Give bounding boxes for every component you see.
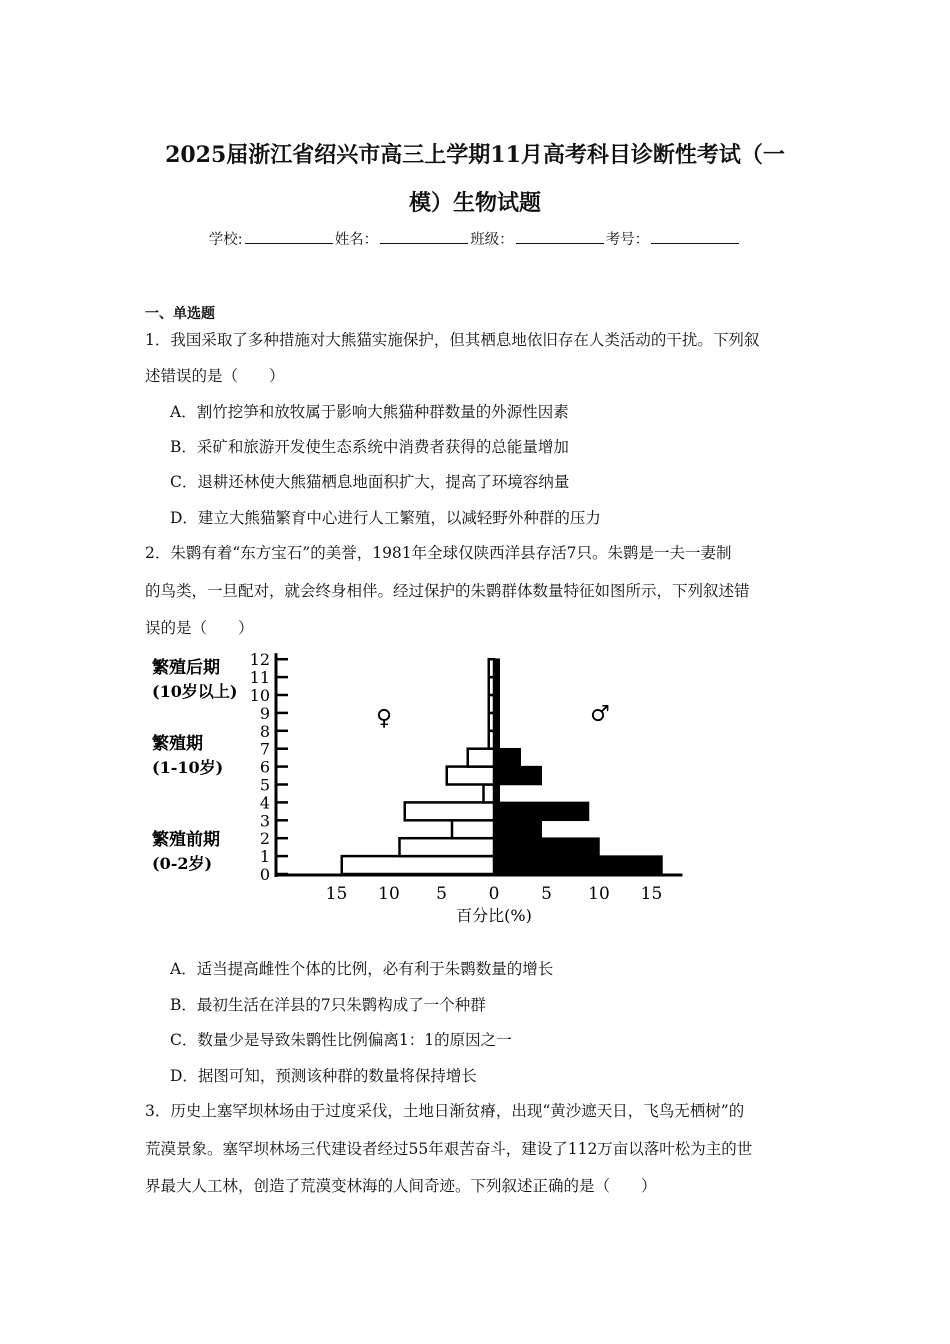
question-2-option-d[interactable]: D．据图可知，预测该种群的数量将保持增长 (170, 1067, 477, 1085)
female-bar-age-11 (489, 659, 494, 677)
question-1-option-b[interactable]: B．采矿和旅游开发使生态系统中消费者获得的总能量增加 (170, 438, 569, 456)
chart-bars (342, 659, 662, 874)
x-tick-label-1: 10 (378, 884, 400, 904)
female-bar-age-3 (405, 802, 494, 820)
question-3-line-2: 荒漠景象。塞罕坝林场三代建设者经过55年艰苦奋斗，建设了112万亩以落叶松为主的世 (145, 1140, 753, 1158)
x-tick-label-3: 0 (488, 884, 500, 904)
question-1-option-c[interactable]: C．退耕还林使大熊猫栖息地面积扩大，提高了环境容纳量 (170, 473, 570, 491)
student-info-row (150, 228, 800, 249)
female-bar-age-7 (489, 731, 494, 749)
male-symbol: ♂ (590, 702, 610, 727)
y-tick-label-10: 10 (249, 686, 270, 705)
male-bar-age-5 (494, 767, 541, 785)
male-bar-age-6 (494, 749, 520, 767)
female-bar-age-6 (468, 749, 494, 767)
female-bar-age-5 (447, 767, 494, 785)
y-tick-label-12: 12 (249, 650, 270, 670)
y-tick-label-4: 4 (259, 793, 270, 813)
y-tick-label-7: 7 (259, 739, 270, 759)
male-bar-age-0 (494, 856, 662, 874)
y-tick-label-5: 5 (259, 775, 270, 795)
age-group-label-reproductive: 繁殖期 (152, 734, 203, 754)
age-pyramid-chart (148, 645, 708, 935)
male-bar-age-9 (494, 695, 499, 713)
question-2-line-1: 2．朱鹮有着“东方宝石”的美誉，1981年全球仅陕西洋县存活7只。朱鹮是一夫一妻制 (145, 544, 732, 562)
female-bar-age-4 (484, 785, 495, 803)
age-group-range-post: (10岁以上) (152, 682, 238, 701)
exam-number-label: 考号： (605, 232, 650, 248)
question-2-line-2: 的鸟类，一旦配对，就会终身相伴。经过保护的朱鹮群体数量特征如图所示，下列叙述错 (145, 582, 750, 600)
male-bar-age-2 (494, 820, 541, 838)
name-label: 姓名： (334, 232, 379, 248)
section-heading: 一、单选题 (145, 306, 215, 322)
age-group-range-pre: (0-2岁) (152, 854, 213, 873)
female-bar-age-1 (400, 838, 495, 856)
x-tick-label-5: 10 (588, 884, 610, 904)
question-3-line-1: 3．历史上塞罕坝林场由于过度采伐，土地日渐贫瘠，出现“黄沙遮天日，飞鸟无栖树”的 (145, 1102, 745, 1120)
male-bar-age-4 (494, 785, 499, 803)
female-bar-age-10 (489, 677, 494, 695)
age-group-label-pre: 繁殖前期 (152, 830, 220, 850)
x-tick-label-0: 15 (325, 884, 348, 904)
age-group-label-post: 繁殖后期 (152, 658, 220, 678)
y-tick-label-2: 2 (259, 829, 270, 849)
male-bar-age-1 (494, 838, 599, 856)
y-tick-label-3: 3 (259, 811, 270, 831)
question-2-option-a[interactable]: A．适当提高雌性个体的比例，必有利于朱鹮数量的增长 (170, 960, 554, 978)
male-bar-age-8 (494, 713, 499, 731)
male-bar-age-3 (494, 802, 589, 820)
question-2-option-c[interactable]: C．数量少是导致朱鹮性比例偏离1：1的原因之一 (170, 1031, 512, 1049)
question-2-line-3: 误的是（ ） (145, 619, 254, 637)
y-tick-label-6: 6 (259, 757, 270, 777)
question-1-option-d[interactable]: D．建立大熊猫繁育中心进行人工繁殖，以减轻野外种群的压力 (170, 509, 601, 527)
question-2-option-b[interactable]: B．最初生活在洋县的7只朱鹮构成了一个种群 (170, 996, 486, 1014)
age-group-range-reproductive: (1-10岁) (152, 758, 224, 777)
y-tick-label-8: 8 (259, 721, 270, 741)
question-1-line-1: 1．我国采取了多种措施对大熊猫实施保护，但其栖息地依旧存在人类活动的干扰。下列叙 (145, 331, 760, 349)
female-bar-age-0 (342, 856, 494, 874)
school-label: 学校: (208, 232, 243, 248)
female-bar-age-8 (489, 713, 494, 731)
female-bar-age-2 (452, 820, 494, 838)
female-symbol: ♀ (376, 706, 393, 731)
female-bar-age-9 (489, 695, 494, 713)
x-tick-label-4: 5 (541, 884, 552, 904)
x-axis-label: 百分比(%) (456, 906, 532, 925)
y-tick-label-1: 1 (259, 847, 270, 867)
question-1-option-a[interactable]: A．割竹挖笋和放牧属于影响大熊猫种群数量的外源性因素 (170, 403, 569, 421)
x-tick-label-2: 5 (436, 884, 447, 904)
exam-number-blank[interactable] (651, 231, 739, 244)
y-tick-label-0: 0 (259, 865, 270, 884)
question-3-line-3: 界最大人工林，创造了荒漠变林海的人间奇迹。下列叙述正确的是（ ） (145, 1177, 657, 1195)
male-bar-age-10 (494, 677, 499, 695)
male-bar-age-11 (494, 659, 499, 677)
class-label: 班级： (470, 232, 514, 248)
y-tick-label-9: 9 (259, 703, 270, 723)
question-1-line-2: 述错误的是（ ） (145, 367, 285, 385)
x-tick-label-6: 15 (640, 884, 663, 904)
name-blank[interactable] (380, 231, 468, 244)
male-bar-age-7 (494, 731, 499, 749)
exam-title-line2: 模）生物试题 (408, 190, 541, 216)
class-blank[interactable] (516, 231, 604, 244)
y-tick-label-11: 11 (249, 668, 270, 688)
school-blank[interactable] (245, 231, 333, 244)
exam-title-line1: 2025届浙江省绍兴市高三上学期11月高考科目诊断性考试（一 (165, 142, 785, 168)
